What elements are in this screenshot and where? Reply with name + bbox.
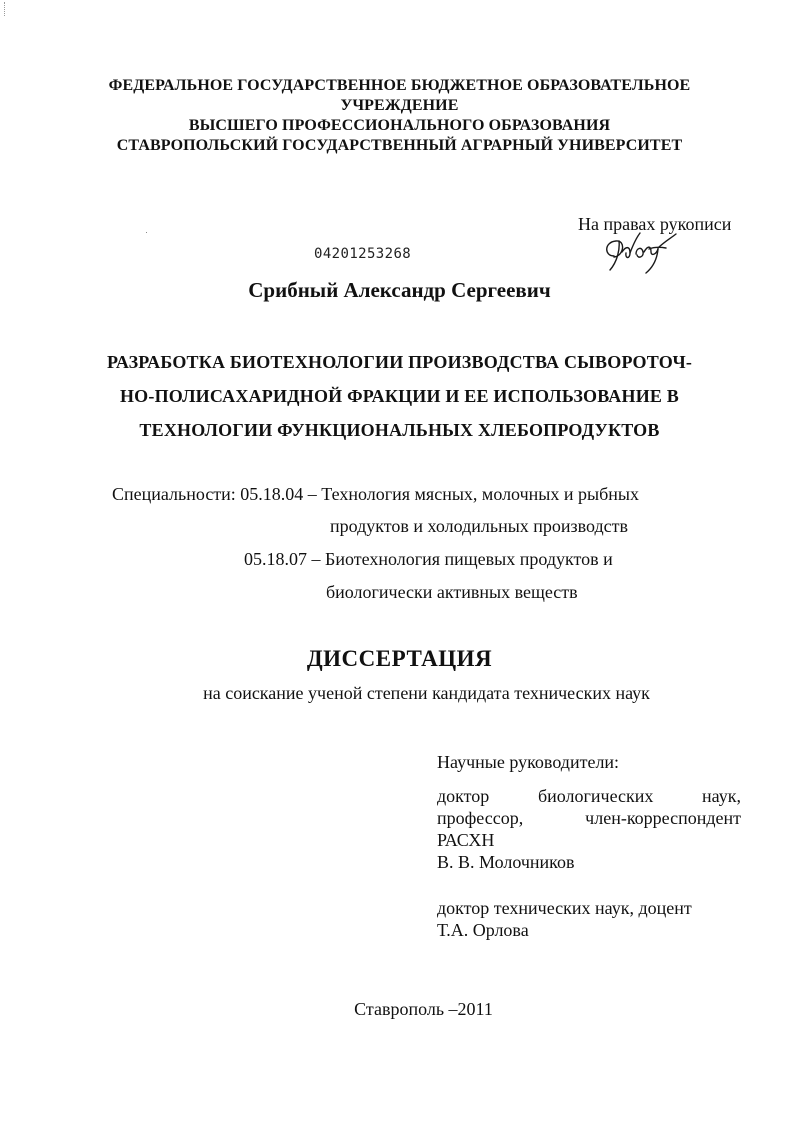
degree-subtitle: на соискание ученой степени кандидата технических наук [203, 683, 650, 703]
author-name: Срибный Александр Сергеевич [248, 278, 551, 302]
title-line-1: РАЗРАБОТКА БИОТЕХНОЛОГИИ ПРОИЗВОДСТВА СЫВОРОТОЧ- [106, 352, 693, 372]
city-year: Ставрополь –2011 [354, 999, 493, 1019]
supervisor-2-title: доктор технических наук, доцент [437, 898, 692, 918]
institution-line-1: ФЕДЕРАЛЬНОЕ ГОСУДАРСТВЕННОЕ БЮДЖЕТНОЕ ОБРАЗОВАТЕЛЬНОЕ [108, 77, 691, 94]
scan-dust-dot [146, 232, 147, 233]
manuscript-rights-note: На правах рукописи [578, 214, 732, 234]
supervisors-spacer [437, 873, 741, 897]
institution-line-4: СТАВРОПОЛЬСКИЙ ГОСУДАРСТВЕННЫЙ АГРАРНЫЙ УНИВЕРСИТЕТ [116, 137, 683, 154]
specialty-line-3: 05.18.07 – Биотехнология пищевых продуктов и [244, 549, 613, 569]
registration-number: 04201253268 [314, 246, 412, 262]
document-type-heading: ДИССЕРТАЦИЯ [306, 646, 493, 671]
specialty-line-1: Специальности: 05.18.04 – Технология мясных, молочных и рыбных [112, 484, 639, 504]
handwritten-signature [600, 226, 678, 276]
dissertation-title [0, 345, 799, 447]
specialty-line-2: продуктов и холодильных производств [330, 516, 629, 536]
supervisor-1-title-line-3: РАСХН [437, 830, 495, 850]
supervisor-1-title-line-1: доктор биологических наук, [437, 786, 741, 806]
supervisors-heading: Научные руководители: [437, 752, 620, 772]
institution-header [0, 76, 799, 156]
supervisors-block [437, 751, 741, 941]
supervisor-1-title-line-2: профессор, член-корреспондент [437, 808, 741, 828]
supervisor-2-name: Т.А. Орлова [437, 920, 529, 940]
institution-line-2: УЧРЕЖДЕНИЕ [340, 97, 459, 114]
title-line-2: НО-ПОЛИСАХАРИДНОЙ ФРАКЦИИ И ЕЕ ИСПОЛЬЗОВАНИЕ В [119, 386, 680, 406]
supervisor-1-name: В. В. Молочников [437, 852, 575, 872]
title-line-3: ТЕХНОЛОГИИ ФУНКЦИОНАЛЬНЫХ ХЛЕБОПРОДУКТОВ [139, 420, 660, 440]
institution-line-3: ВЫСШЕГО ПРОФЕССИОНАЛЬНОГО ОБРАЗОВАНИЯ [188, 117, 611, 134]
specialty-line-4: биологически активных веществ [326, 582, 578, 602]
scan-edge-mark [4, 2, 6, 16]
